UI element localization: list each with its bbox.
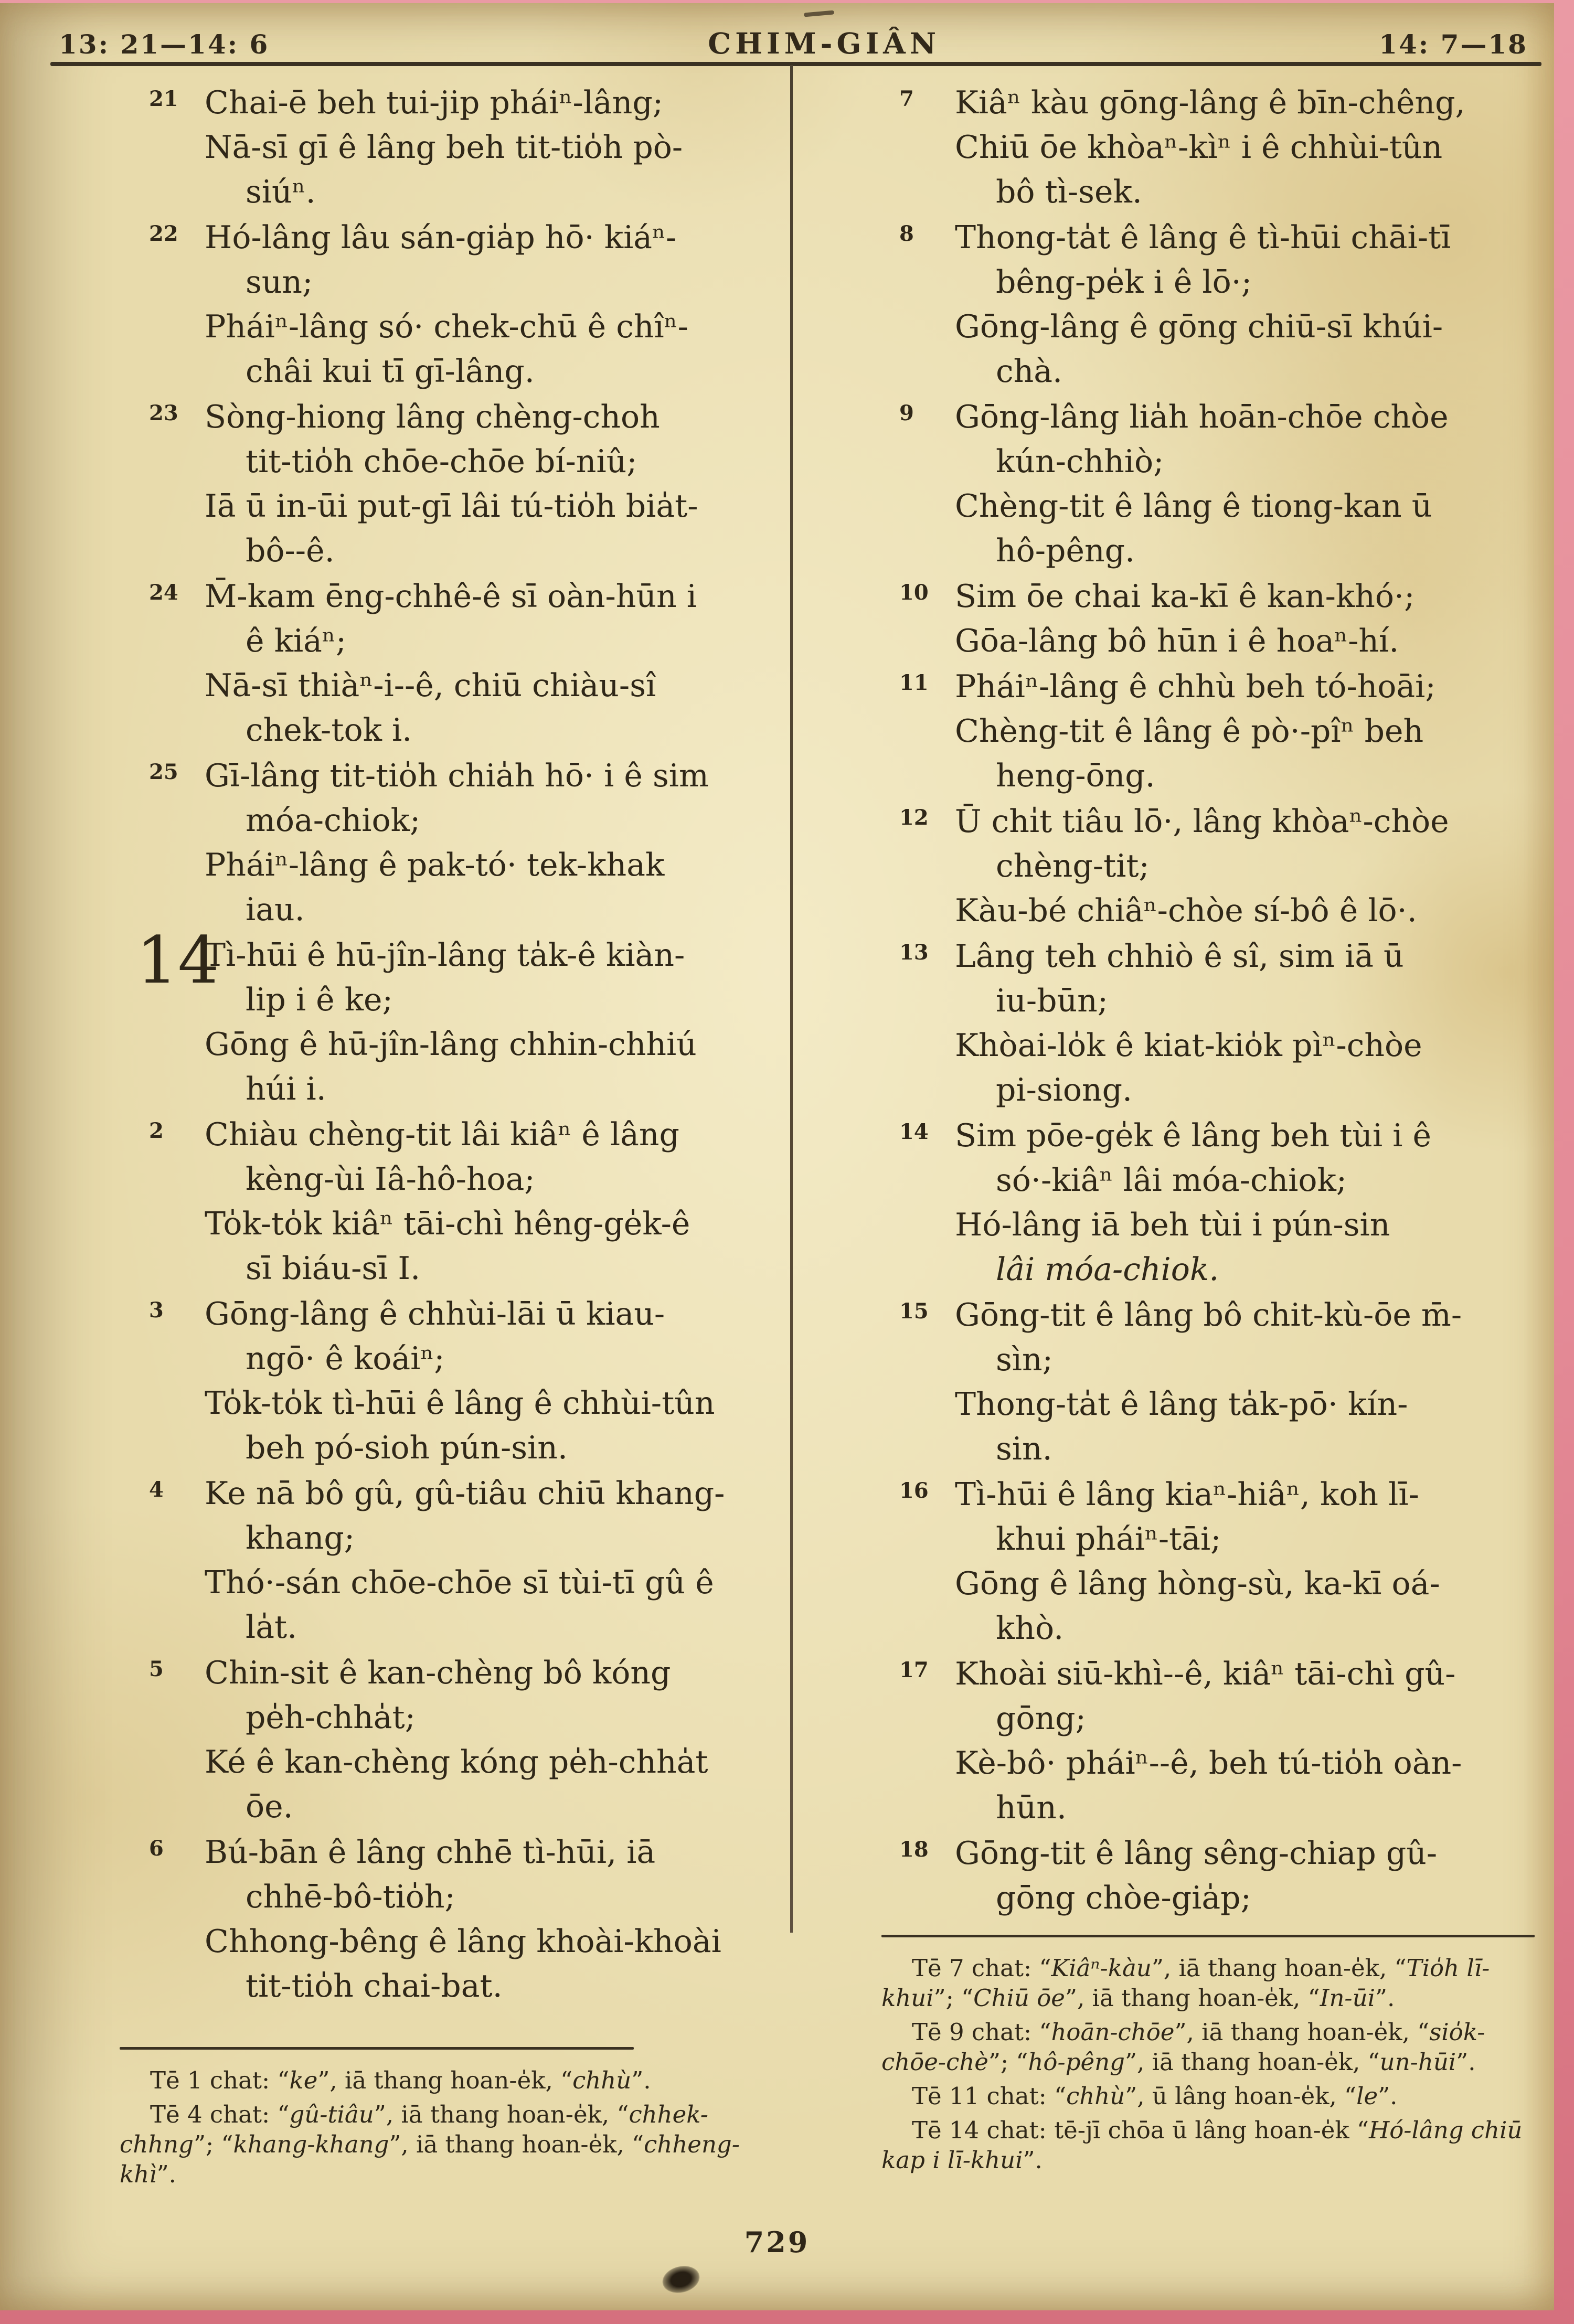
verse-line: châi kui tī gī-lâng. [246, 353, 535, 390]
verse [881, 1293, 1540, 1472]
verse-line: Sim pōe-ge̍k ê lâng beh tùi i ê [955, 1117, 1431, 1154]
verse [881, 395, 1540, 573]
verse-line: móa-chiok; [246, 802, 421, 839]
verse-line: Gōng-lâng ê gōng chiū-sī khúi- [955, 308, 1443, 345]
footnote-rule [120, 2047, 634, 2050]
verse-line: M̄-kam ēng-chhê-ê sī oàn-hūn i [205, 578, 697, 615]
verse-line: kún-chhiò; [996, 443, 1164, 480]
verse [881, 799, 1540, 933]
book-title: CHIM-GIÂN [708, 26, 941, 60]
running-header [59, 26, 1528, 60]
verse [881, 665, 1540, 798]
verse-line: chèng-tit; [996, 848, 1150, 884]
verse [881, 574, 1540, 664]
verse-line: húi i. [246, 1071, 326, 1107]
verse-line: Chèng-tit ê lâng ê tiong-kan ū [955, 488, 1432, 525]
verse-line: pi-siong. [996, 1072, 1133, 1108]
verse-line: Nā-sī thiàⁿ-i--ê, chiū chiàu-sî [205, 667, 656, 704]
verse-line: Chèng-tit ê lâng ê pò·-pîⁿ beh [955, 713, 1424, 750]
verse-line: Sim ōe chai ka-kī ê kan-khó·; [955, 578, 1415, 615]
verse-line: Ū chi̍t tiâu lō·, lâng khòaⁿ-chòe [955, 803, 1449, 840]
footnote: Tē 4 chat: “gû-tiâu”, iā thang hoan-e̍k, “chhek-chhng”; “khang-khang”, iā thang hoan-e̍k, “chheng-khì”. [120, 2101, 740, 2188]
verse-line: khui pháiⁿ-tāi; [996, 1521, 1221, 1558]
verse [881, 1652, 1540, 1830]
verse-number: 16 [899, 1478, 929, 1503]
verse-line: Thong-ta̍t ê lâng ê tì-hūi chāi-tī [955, 219, 1451, 256]
verse-number: 23 [149, 401, 178, 425]
verse-number: 10 [899, 580, 929, 605]
verse-line: chek-tok i. [246, 712, 412, 749]
verse-line: Gōng-lâng lia̍h hoān-chōe chòe [955, 399, 1449, 435]
verse [131, 216, 784, 394]
verse-line: pe̍h-chha̍t; [246, 1699, 416, 1736]
page-number: 729 [744, 2225, 810, 2259]
verse-line: beh pó-sioh pún-sin. [246, 1430, 568, 1466]
chapter-start-verse [131, 923, 784, 1112]
verse-line: Pháiⁿ-lâng ê pak-tó· tek-khak [205, 847, 665, 883]
ink-smudge [660, 2262, 703, 2297]
verse-line: Sòng-hiong lâng chèng-choh [205, 399, 660, 435]
verse-line: bêng-pe̍k i ê lō·; [996, 264, 1252, 301]
verse-line: Nā-sī gī ê lâng beh tit-tio̍h pò- [205, 129, 683, 166]
verse [881, 1831, 1540, 1921]
verse-number: 9 [899, 401, 914, 425]
footnote-rule [881, 1935, 1535, 1937]
verse-line: Tì-hūi ê hū-jîn-lâng ta̍k-ê kiàn- [205, 937, 685, 974]
verse-line: sìn; [996, 1341, 1053, 1378]
page-scan [0, 3, 1554, 2310]
verse-line: hô-pêng. [996, 532, 1135, 569]
verse-line: To̍k-to̍k kiâⁿ tāi-chì hêng-ge̍k-ê [205, 1206, 690, 1242]
verse-line: Pháiⁿ-lâng só· chek-chū ê chîⁿ- [205, 308, 688, 345]
verse-number: 2 [149, 1118, 164, 1143]
verse-line: Kàu-bé chiâⁿ-chòe sí-bô ê lō·. [955, 892, 1417, 929]
verse-number: 21 [149, 87, 178, 111]
verse [131, 574, 784, 753]
verse [881, 81, 1540, 215]
verse-line: bô--ê. [246, 532, 335, 569]
verse-line: Ke nā bô gû, gû-tiâu chiū khang- [205, 1475, 725, 1512]
header-right-reference: 14: 7—18 [1379, 29, 1528, 60]
verse [131, 1292, 784, 1470]
verse-number: 8 [899, 221, 914, 246]
verse-line: Kè-bô· pháiⁿ--ê, beh tú-tio̍h oàn- [955, 1745, 1462, 1782]
verse-line: gōng; [996, 1700, 1086, 1737]
right-column [881, 81, 1540, 1922]
verse [131, 395, 784, 573]
column-divider [790, 65, 793, 1933]
verse-number: 22 [149, 221, 178, 246]
verse [881, 216, 1540, 394]
verse-number: 13 [899, 940, 929, 965]
verse-line: Gōa-lâng bô hūn i ê hoaⁿ-hí. [955, 623, 1399, 659]
verse-number: 17 [899, 1658, 929, 1682]
verse-number: 14 [899, 1120, 929, 1144]
verse-line: Chin-sit ê kan-chèng bô kóng [205, 1655, 671, 1691]
verse-line: ōe. [246, 1788, 293, 1825]
verse-line: siúⁿ. [246, 174, 316, 210]
verse-line: Khòai-lo̍k ê kiat-kio̍k pìⁿ-chòe [955, 1027, 1422, 1064]
left-column [131, 81, 784, 2010]
verse-line: hūn. [996, 1789, 1067, 1826]
verse-number: 12 [899, 805, 929, 830]
header-left-reference: 13: 21—14: 6 [59, 29, 270, 60]
verse-line: Chiàu chèng-tit lâi kiâⁿ ê lâng [205, 1116, 679, 1153]
verse-line: Chhong-bêng ê lâng khoài-khoài [205, 1923, 721, 1960]
verse-line: Khoài siū-khì--ê, kiâⁿ tāi-chì gû- [955, 1656, 1456, 1692]
stray-pen-mark [804, 10, 834, 17]
verse-line: Tì-hūi ê lâng kiaⁿ-hiâⁿ, koh lī- [955, 1476, 1419, 1513]
footnote: Tē 7 chat: “Kiâⁿ-kàu”, iā thang hoan-e̍k, “Tio̍h lī-khui”; “Chiū ōe”, iā thang hoan-e̍k, “In-ūi”. [881, 1954, 1490, 2012]
verse-line: sī biáu-sī I. [246, 1250, 421, 1287]
verse-line: khang; [246, 1520, 355, 1557]
verse-line: Kiâⁿ kàu gōng-lâng ê bīn-chêng, [955, 84, 1465, 121]
verse-line: kèng-ùi Iâ-hô-hoa; [246, 1161, 535, 1198]
verse-line: tit-tio̍h chōe-chōe bí-niû; [246, 443, 637, 480]
verse-line: iu-būn; [996, 983, 1109, 1019]
verse-line: Thong-ta̍t ê lâng ta̍k-pō· kín- [955, 1386, 1408, 1423]
footnote: Tē 1 chat: “ke”, iā thang hoan-e̍k, “chhù”. [150, 2066, 651, 2094]
verse-line: sin. [996, 1431, 1052, 1467]
verse-line: chhē-bô-tio̍h; [246, 1879, 455, 1915]
verse-number: 4 [149, 1477, 164, 1502]
verse-line: Gōng-lâng ê chhùi-lāi ū kiau- [205, 1296, 665, 1332]
verse-line: ê kiáⁿ; [246, 623, 347, 659]
verse-line: Chai-ē beh tui-jip pháiⁿ-lâng; [205, 84, 663, 121]
verse-line: la̍t. [246, 1609, 297, 1646]
footnote: Tē 9 chat: “hoān-chōe”, iā thang hoan-e̍k, “sio̍k-chōe-chè”; “hô-pêng”, iā thang hoan-e̍k, “un-hūi”. [881, 2018, 1485, 2076]
verse-line: Hó-lâng iā beh tùi i pún-sin [955, 1207, 1390, 1243]
verse-number: 5 [149, 1657, 164, 1681]
verse-line: lip i ê ke; [246, 982, 393, 1018]
footnote: Tē 14 chat: tē-jī chōa ū lâng hoan-e̍k “Hó-lâng chiū kap i lī-khui”. [881, 2116, 1523, 2174]
verse-number: 25 [149, 760, 178, 784]
verse-line: sun; [246, 264, 313, 301]
verse [881, 1114, 1540, 1292]
verse-line: Gī-lâng tit-tio̍h chia̍h hō· i ê sim [205, 758, 709, 794]
verse-line: tit-tio̍h chai-bat. [246, 1968, 503, 2005]
header-rule [50, 62, 1541, 66]
verse-number: 11 [899, 670, 929, 695]
verse-line: bô tì-sek. [996, 174, 1142, 210]
verse-line: Pháiⁿ-lâng ê chhù beh tó-hoāi; [955, 668, 1436, 705]
right-footnotes [881, 1935, 1541, 2179]
verse-number: 24 [149, 580, 178, 605]
verse [131, 754, 784, 932]
chapter-number: 14 [136, 923, 219, 998]
verse [131, 1830, 784, 2009]
verse [131, 1651, 784, 1829]
verse-line: ngō· ê koáiⁿ; [246, 1340, 445, 1377]
verse-line: Gōng ê lâng hòng-sù, ka-kī oá- [955, 1565, 1440, 1602]
verse-line: chà. [996, 353, 1063, 390]
verse-number: 18 [899, 1837, 929, 1862]
verse [881, 934, 1540, 1113]
verse-line: só·-kiâⁿ lâi móa-chiok; [996, 1162, 1347, 1199]
verse [131, 81, 784, 215]
verse-line: To̍k-to̍k tì-hūi ê lâng ê chhùi-tûn [205, 1385, 715, 1422]
verse-number: 7 [899, 87, 914, 111]
verse-line: heng-ōng. [996, 758, 1155, 794]
verse [131, 1113, 784, 1291]
verse-line: Gōng-tit ê lâng sêng-chiap gû- [955, 1835, 1438, 1872]
verse-line: Gōng-tit ê lâng bô chit-kù-ōe m̄- [955, 1297, 1462, 1334]
verse-line: Chiū ōe khòaⁿ-kìⁿ i ê chhùi-tûn [955, 129, 1443, 166]
verse-line: iau. [246, 891, 305, 928]
verse-line: Iā ū in-ūi put-gī lâi tú-tio̍h bia̍t- [205, 488, 698, 525]
left-footnotes [120, 2047, 791, 2193]
verse-line: Hó-lâng lâu sán-gia̍p hō· kiáⁿ- [205, 219, 677, 256]
verse-line: Gōng ê hū-jîn-lâng chhin-chhiú [205, 1026, 697, 1063]
verse-line: Bú-bān ê lâng chhē tì-hūi, iā [205, 1834, 656, 1871]
verse-line: Thó·-sán chōe-chōe sī tùi-tī gû ê [205, 1564, 714, 1601]
verse-number: 3 [149, 1298, 164, 1323]
verse-line: gōng chòe-gia̍p; [996, 1880, 1251, 1916]
verse-line: lâi móa-chiok. [996, 1251, 1219, 1288]
verse-line: Lâng teh chhiò ê sî, sim iā ū [955, 938, 1404, 975]
verse [881, 1473, 1540, 1651]
footnote: Tē 11 chat: “chhù”, ū lâng hoan-e̍k, “le”. [912, 2082, 1398, 2110]
verse-line: khò. [996, 1610, 1064, 1647]
verse-line: Ké ê kan-chèng kóng pe̍h-chha̍t [205, 1744, 708, 1781]
verse [131, 1472, 784, 1650]
verse-number: 15 [899, 1299, 929, 1324]
verse-number: 6 [149, 1836, 164, 1861]
